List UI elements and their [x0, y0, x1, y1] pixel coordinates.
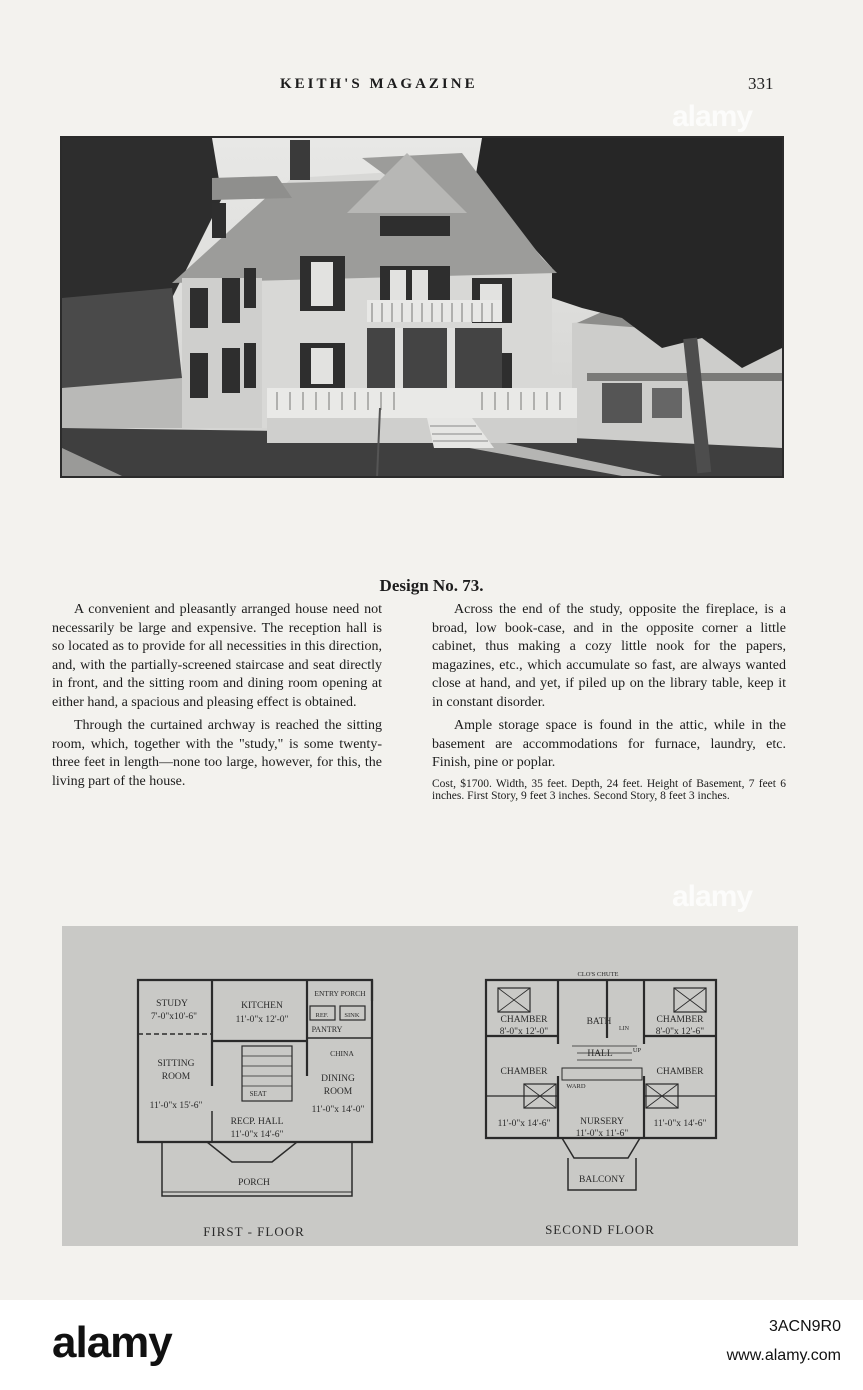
room-label-dining: DINING	[321, 1074, 355, 1084]
page-number: 331	[748, 74, 774, 93]
room-dim-study: 7'-0"x10'-6"	[150, 1012, 198, 1022]
room-label-bath: BATH	[586, 1017, 612, 1027]
footer-brand-logo: alamy	[52, 1318, 172, 1367]
room-dim-recp-hall: 11'-0"x 14'-6"	[230, 1130, 284, 1140]
magazine-masthead: KEITH'S MAGAZINE	[280, 76, 478, 92]
room-label-chamber-se: CHAMBER	[656, 1067, 704, 1077]
room-dim-nursery: 11'-0"x 11'-6"	[575, 1129, 629, 1139]
image-id: 3ACN9R0	[768, 1318, 841, 1335]
room-label-sitting: SITTING	[157, 1059, 195, 1069]
footer-site-url: www.alamy.com	[726, 1347, 841, 1364]
article-left-column	[52, 601, 382, 796]
room-label-balcony: BALCONY	[579, 1175, 625, 1185]
second-floor-plan	[486, 980, 716, 1190]
floor-plans	[62, 926, 798, 1246]
room-label-sitting-2: ROOM	[161, 1072, 191, 1082]
room-dim-chamber-se: 11'-0"x 14'-6"	[653, 1119, 707, 1129]
room-label-entry-porch: ENTRY PORCH	[314, 989, 366, 998]
house-photograph	[60, 136, 784, 478]
room-dim-dining: 11'-0"x 14'-0"	[311, 1105, 365, 1115]
article-paragraph: A convenient and pleasantly arranged house need not necessarily be large and expensive. The reception hall is so located as to provide for all necessities in this direction, and, with the partially-screened staircase and seat directly in front, and the sitting room and dining room opening at either hand, a spacious and pleasing effect is obtained.	[52, 602, 382, 710]
room-dim-kitchen: 11'-0"x 12'-0"	[235, 1015, 289, 1025]
room-label-hall: HALL	[587, 1049, 613, 1059]
room-dim-chamber-sw: 11'-0"x 14'-6"	[497, 1119, 551, 1129]
second-floor-caption: SECOND FLOOR	[545, 1222, 655, 1237]
room-label-chamber-ne: CHAMBER	[656, 1015, 704, 1025]
article-paragraph: Through the curtained archway is reached the sitting room, which, together with the "study," is some twenty-three feet in length—none too large, however, for this, the living part of the house.	[52, 718, 382, 789]
room-label-wardrobe: WARD	[566, 1083, 586, 1090]
design-title: Design No. 73.	[379, 576, 484, 595]
room-label-china: CHINA	[330, 1049, 354, 1058]
room-label-recp-hall: RECP. HALL	[230, 1117, 284, 1127]
room-label-sink: SINK	[344, 1012, 360, 1019]
room-label-ref: REF.	[315, 1012, 329, 1019]
room-label-kitchen: KITCHEN	[241, 1001, 283, 1011]
article-paragraph: Across the end of the study, opposite the fireplace, is a broad, low book-case, and in the opposite corner a little cabinet, thus making a cozy little nook for the papers, magazines, etc., which accumulate so fast, are always wanted close at hand, and yet, if piled up on the library table, keep it in constant disorder.	[432, 602, 786, 710]
watermark: alamy	[672, 880, 753, 913]
cost-specifications: Cost, $1700. Width, 35 feet. Depth, 24 feet. Height of Basement, 7 feet 6 inches. First Story, 9 feet 3 inches. Second Story, 8 feet 3 inches.	[432, 777, 786, 802]
article-paragraph: Ample storage space is found in the attic, while in the basement are accommodations for furnace, laundry, etc. Finish, pine or poplar.	[432, 718, 786, 770]
room-label-chamber-nw: CHAMBER	[500, 1015, 548, 1025]
room-label-porch: PORCH	[238, 1178, 270, 1188]
footer-bar	[0, 1300, 863, 1390]
room-label-dining-2: ROOM	[323, 1087, 353, 1097]
first-floor-caption: FIRST - FLOOR	[203, 1224, 305, 1239]
stair-up-label: UP	[632, 1047, 642, 1054]
article-right-column	[432, 601, 786, 807]
room-label-pantry: PANTRY	[311, 1025, 343, 1034]
room-dim-sitting: 11'-0"x 15'-6"	[149, 1101, 203, 1111]
watermark: alamy	[672, 100, 753, 133]
room-dim-chamber-ne: 8'-0"x 12'-6"	[655, 1027, 705, 1037]
room-label-nursery: NURSERY	[580, 1117, 624, 1127]
room-label-study: STUDY	[156, 999, 188, 1009]
room-label-linen: LIN	[619, 1026, 629, 1032]
room-label-chamber-sw: CHAMBER	[500, 1067, 548, 1077]
room-dim-chamber-nw: 8'-0"x 12'-0"	[499, 1027, 549, 1037]
room-label-seat: SEAT	[249, 1090, 267, 1098]
room-label-clothes-chute: CLO'S CHUTE	[577, 971, 619, 978]
